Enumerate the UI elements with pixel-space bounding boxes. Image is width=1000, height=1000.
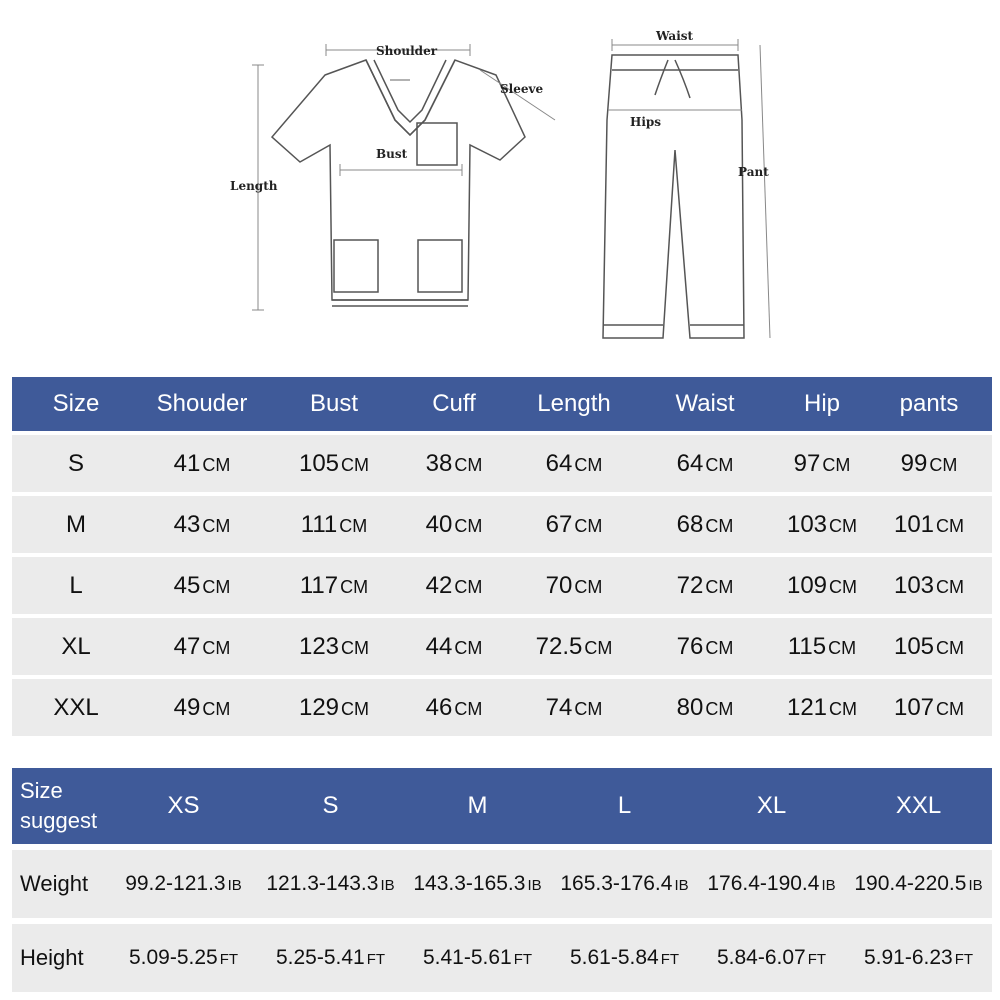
value-cell: 72.5 CM bbox=[535, 632, 613, 660]
col-header-size: Size bbox=[52, 390, 100, 417]
unit-label: FT bbox=[660, 951, 680, 968]
unit-label: IB bbox=[380, 877, 395, 894]
unit-label: FT bbox=[513, 951, 533, 968]
size-chart-header bbox=[12, 377, 992, 431]
unit-label: CM bbox=[705, 454, 734, 475]
weight-cell: 165.3-176.4 IB bbox=[560, 872, 689, 895]
value-cell: 45 CM bbox=[173, 571, 231, 599]
col-header-waist: Waist bbox=[675, 390, 735, 417]
size-chart-table bbox=[12, 377, 992, 736]
unit-label: FT bbox=[954, 951, 974, 968]
unit-label: CM bbox=[341, 637, 370, 658]
unit-label: CM bbox=[929, 454, 958, 475]
value-cell: 64 CM bbox=[545, 449, 603, 477]
unit-label: CM bbox=[584, 637, 613, 658]
garment-illustration bbox=[0, 0, 1000, 360]
value-cell: 99 CM bbox=[900, 449, 958, 477]
value-cell: 123 CM bbox=[298, 632, 370, 660]
size-cell: S bbox=[67, 449, 84, 477]
size-diagram bbox=[0, 0, 1000, 360]
unit-label: CM bbox=[574, 576, 603, 597]
unit-label: CM bbox=[828, 637, 857, 658]
value-cell: 97 CM bbox=[793, 449, 851, 477]
scrub-pants-drawing bbox=[603, 55, 744, 338]
value-cell: 44 CM bbox=[425, 632, 483, 660]
col-header-bust: Bust bbox=[309, 390, 359, 417]
unit-label: IB bbox=[968, 877, 983, 894]
unit-label: CM bbox=[339, 515, 368, 536]
value-cell: 105 CM bbox=[298, 449, 370, 477]
value-cell: 42 CM bbox=[425, 571, 483, 599]
value-cell: 68 CM bbox=[676, 510, 734, 538]
unit-label: CM bbox=[202, 576, 231, 597]
unit-label: CM bbox=[454, 515, 483, 536]
unit-label: CM bbox=[341, 454, 370, 475]
value-cell: 74 CM bbox=[545, 693, 603, 721]
unit-label: CM bbox=[829, 576, 858, 597]
unit-label: CM bbox=[829, 515, 858, 536]
unit-label: IB bbox=[821, 877, 836, 894]
size-suggest-header bbox=[12, 768, 992, 844]
unit-label: CM bbox=[705, 698, 734, 719]
col-header-pants: pants bbox=[899, 390, 959, 417]
value-cell: 103 CM bbox=[893, 571, 965, 599]
height-cell: 5.09-5.25 FT bbox=[128, 946, 239, 969]
value-cell: 70 CM bbox=[545, 571, 603, 599]
size-cell: XL bbox=[61, 632, 91, 660]
weight-cell: 143.3-165.3 IB bbox=[413, 872, 542, 895]
table-row bbox=[12, 435, 992, 492]
weight-cell: 190.4-220.5 IB bbox=[854, 872, 983, 895]
height-cell: 5.25-5.41 FT bbox=[275, 946, 386, 969]
height-row bbox=[12, 924, 992, 992]
value-cell: 67 CM bbox=[545, 510, 603, 538]
value-cell: 46 CM bbox=[425, 693, 483, 721]
hips-label: Hips bbox=[630, 115, 662, 129]
unit-label: CM bbox=[705, 637, 734, 658]
height-cell: 5.41-5.61 FT bbox=[422, 946, 533, 969]
value-cell: 40 CM bbox=[425, 510, 483, 538]
value-cell: 103 CM bbox=[786, 510, 858, 538]
value-cell: 49 CM bbox=[173, 693, 231, 721]
sleeve-label: Sleeve bbox=[500, 82, 544, 96]
value-cell: 115 CM bbox=[787, 632, 857, 660]
size-suggest-label: Size suggest bbox=[20, 778, 98, 833]
unit-label: CM bbox=[202, 637, 231, 658]
value-cell: 105 CM bbox=[893, 632, 965, 660]
unit-label: CM bbox=[705, 576, 734, 597]
unit-label: CM bbox=[936, 515, 965, 536]
unit-label: CM bbox=[202, 515, 231, 536]
size-cell: XXL bbox=[53, 693, 99, 721]
scrub-top-drawing bbox=[272, 60, 525, 306]
unit-label: CM bbox=[202, 698, 231, 719]
weight-cell: 121.3-143.3 IB bbox=[266, 872, 395, 895]
unit-label: CM bbox=[574, 698, 603, 719]
shoulder-label: Shoulder bbox=[376, 44, 438, 58]
unit-label: CM bbox=[340, 576, 369, 597]
waist-label: Waist bbox=[656, 29, 694, 43]
value-cell: 117 CM bbox=[299, 571, 369, 599]
value-cell: 101 CM bbox=[893, 510, 965, 538]
value-cell: 129 CM bbox=[298, 693, 370, 721]
size-cell: M bbox=[66, 510, 86, 538]
value-cell: 47 CM bbox=[173, 632, 231, 660]
unit-label: IB bbox=[527, 877, 542, 894]
size-cell: L bbox=[69, 571, 83, 599]
col-header-xl: XL bbox=[756, 792, 787, 819]
value-cell: 43 CM bbox=[173, 510, 231, 538]
unit-label: CM bbox=[822, 454, 851, 475]
unit-label: CM bbox=[454, 698, 483, 719]
col-header-l: L bbox=[617, 792, 632, 819]
unit-label: CM bbox=[705, 515, 734, 536]
col-header-xxl: XXL bbox=[895, 792, 942, 819]
col-header-hip: Hip bbox=[803, 390, 840, 417]
value-cell: 109 CM bbox=[786, 571, 858, 599]
height-cell: 5.84-6.07 FT bbox=[716, 946, 827, 969]
height-cell: 5.61-5.84 FT bbox=[569, 946, 680, 969]
col-header-cuff: Cuff bbox=[432, 390, 476, 417]
unit-label: IB bbox=[674, 877, 689, 894]
pant-label: Pant bbox=[738, 165, 769, 179]
unit-label: CM bbox=[341, 698, 370, 719]
table-row bbox=[12, 618, 992, 675]
unit-label: FT bbox=[807, 951, 827, 968]
unit-label: FT bbox=[219, 951, 239, 968]
value-cell: 121 CM bbox=[786, 693, 858, 721]
value-cell: 76 CM bbox=[676, 632, 734, 660]
col-header-xs: XS bbox=[167, 792, 200, 819]
col-header-length: Length bbox=[537, 390, 611, 417]
bust-label: Bust bbox=[376, 147, 408, 161]
unit-label: CM bbox=[574, 515, 603, 536]
value-cell: 72 CM bbox=[676, 571, 734, 599]
table-row bbox=[12, 679, 992, 736]
weight-label: Weight bbox=[20, 871, 89, 896]
col-header-shoulder: Shouder bbox=[156, 390, 248, 417]
table-row bbox=[12, 557, 992, 614]
weight-cell: 176.4-190.4 IB bbox=[707, 872, 836, 895]
unit-label: CM bbox=[574, 454, 603, 475]
height-cell: 5.91-6.23 FT bbox=[863, 946, 974, 969]
unit-label: CM bbox=[936, 637, 965, 658]
size-suggest-table bbox=[12, 768, 992, 992]
value-cell: 41 CM bbox=[173, 449, 231, 477]
unit-label: CM bbox=[936, 698, 965, 719]
weight-row bbox=[12, 850, 992, 918]
unit-label: CM bbox=[829, 698, 858, 719]
unit-label: IB bbox=[227, 877, 242, 894]
value-cell: 111 CM bbox=[300, 510, 368, 538]
unit-label: CM bbox=[202, 454, 231, 475]
length-label: Length bbox=[230, 179, 278, 193]
table-row bbox=[12, 496, 992, 553]
unit-label: CM bbox=[936, 576, 965, 597]
weight-cell: 99.2-121.3 IB bbox=[125, 872, 242, 895]
col-header-m: M bbox=[467, 792, 488, 819]
value-cell: 64 CM bbox=[676, 449, 734, 477]
value-cell: 80 CM bbox=[676, 693, 734, 721]
value-cell: 38 CM bbox=[425, 449, 483, 477]
value-cell: 107 CM bbox=[893, 693, 965, 721]
col-header-s: S bbox=[322, 792, 339, 819]
height-label: Height bbox=[20, 945, 84, 970]
unit-label: CM bbox=[454, 454, 483, 475]
unit-label: CM bbox=[454, 576, 483, 597]
unit-label: FT bbox=[366, 951, 386, 968]
unit-label: CM bbox=[454, 637, 483, 658]
